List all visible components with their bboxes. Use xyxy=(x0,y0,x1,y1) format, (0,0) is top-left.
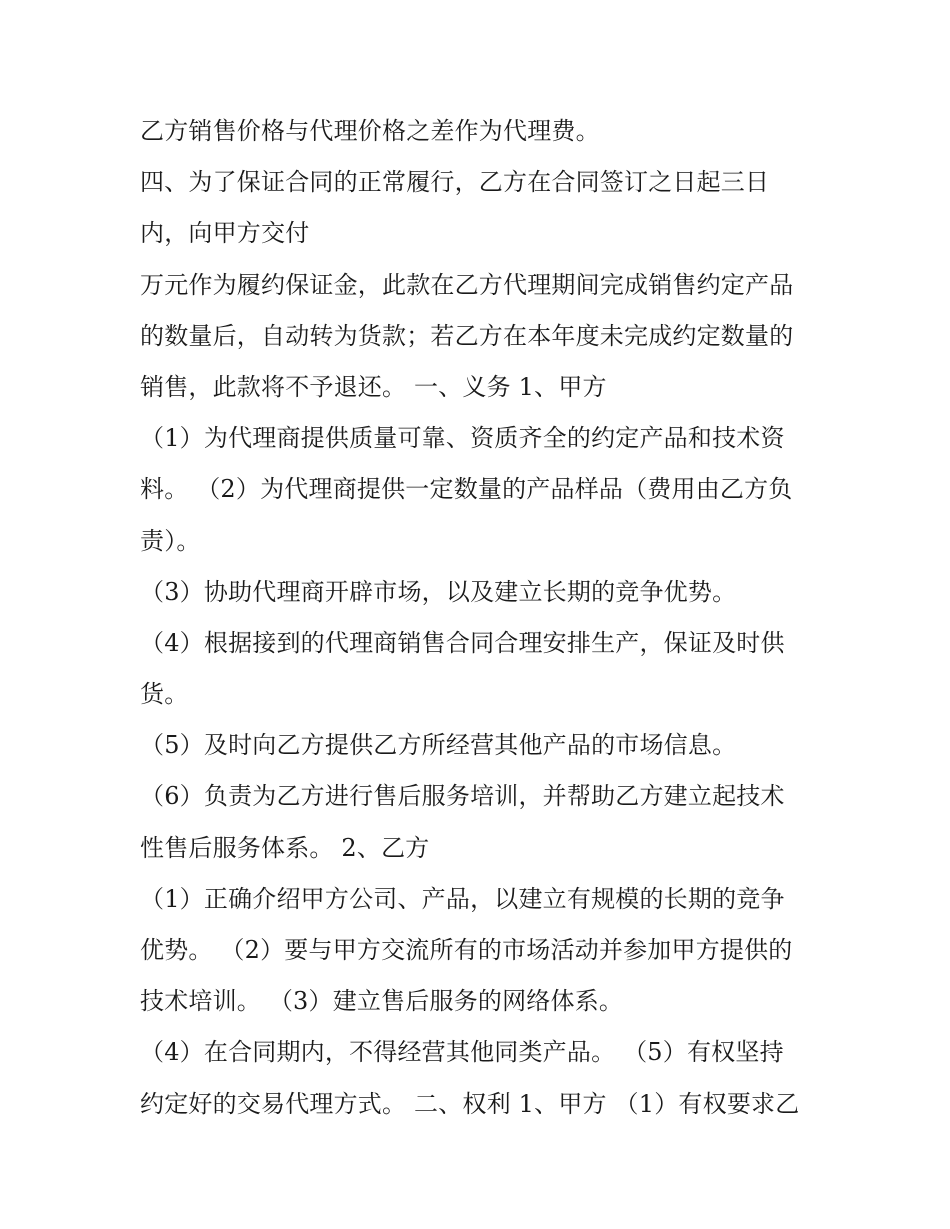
text-line: 优势。 （2）要与甲方交流所有的市场活动并参加甲方提供的 xyxy=(140,936,793,964)
text-line: 货。 xyxy=(140,680,189,709)
text-line: 技术培训。 （3）建立售后服务的网络体系。 xyxy=(140,987,624,1016)
text-line: 料。 （2）为代理商提供一定数量的产品样品（费用由乙方负 xyxy=(140,475,793,504)
text-line: （4）在合同期内，不得经营其他同类产品。 （5）有权坚持 xyxy=(140,1038,784,1067)
text-line: 性售后服务体系。 2、乙方 xyxy=(140,833,430,862)
text-line: （1）为代理商提供质量可靠、资质齐全的约定产品和技术资 xyxy=(140,424,785,453)
text-line: 的数量后，自动转为货款；若乙方在本年度未完成约定数量的 xyxy=(140,321,794,350)
text-line: 约定好的交易代理方式。 二、权利 1、甲方 （1）有权要求乙 xyxy=(140,1089,800,1118)
contract-text-body xyxy=(140,106,820,1130)
text-line: 四、为了保证合同的正常履行，乙方在合同签订之日起三日 xyxy=(140,168,770,197)
text-line: （4）根据接到的代理商销售合同合理安排生产，保证及时供 xyxy=(140,628,785,657)
text-line: 内，向甲方交付 xyxy=(140,219,310,248)
text-line: （3）协助代理商开辟市场，以及建立长期的竞争优势。 xyxy=(140,577,737,606)
text-line: （1）正确介绍甲方公司、产品，以建立有规模的长期的竞争 xyxy=(140,884,785,913)
text-line: （5）及时向乙方提供乙方所经营其他产品的市场信息。 xyxy=(140,731,737,760)
text-line: 责）。 xyxy=(140,526,201,555)
text-line: （6）负责为乙方进行售后服务培训，并帮助乙方建立起技术 xyxy=(140,782,785,811)
text-line: 万元作为履约保证金，此款在乙方代理期间完成销售约定产品 xyxy=(140,270,794,299)
text-line: 乙方销售价格与代理价格之差作为代理费。 xyxy=(140,117,600,145)
text-line: 销售，此款将不予退还。 一、义务 1、甲方 xyxy=(140,372,607,401)
